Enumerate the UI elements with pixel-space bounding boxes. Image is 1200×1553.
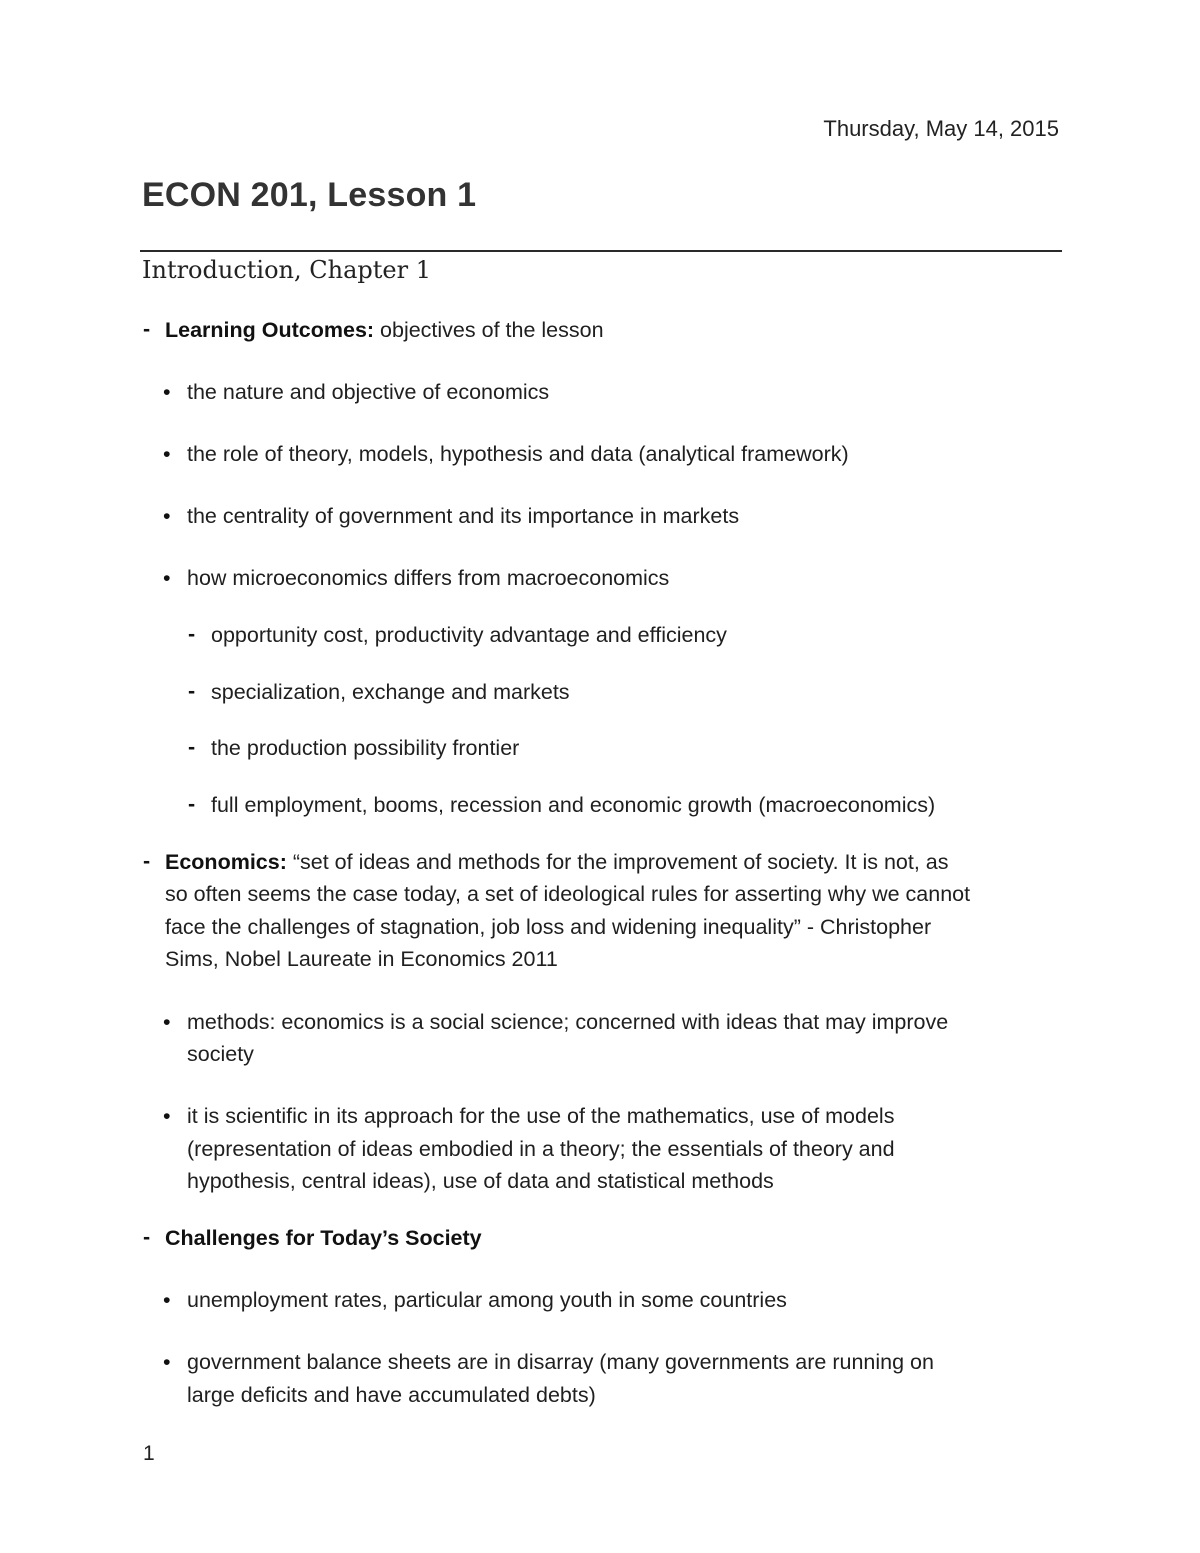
list-item: the nature and objective of economics: [187, 380, 550, 404]
document-title: ECON 201, Lesson 1: [142, 176, 477, 214]
bullet-marker: •: [163, 380, 171, 404]
list-item: how microeconomics differs from macroeconomics: [187, 566, 670, 590]
sub-list-item: opportunity cost, productivity advantage and efficiency: [211, 623, 727, 647]
challenges-heading: Challenges for Today’s Society: [165, 1226, 482, 1250]
list-item-line: society: [187, 1042, 254, 1066]
dash-marker: -: [188, 622, 196, 646]
bullet-marker: •: [163, 1288, 171, 1312]
list-item-line: large deficits and have accumulated debts): [187, 1383, 596, 1407]
dash-marker: -: [188, 735, 196, 759]
list-item: unemployment rates, particular among youth in some countries: [187, 1288, 787, 1312]
page-number: 1: [143, 1442, 155, 1465]
list-item-line: hypothesis, central ideas), use of data and statistical methods: [187, 1169, 774, 1193]
economics-quote-line: face the challenges of stagnation, job loss and widening inequality” - Christopher: [165, 915, 932, 939]
economics-quote-line: so often seems the case today, a set of ideological rules for asserting why we cannot: [165, 882, 971, 906]
bullet-marker: •: [163, 504, 171, 528]
bullet-marker: •: [163, 1104, 171, 1128]
list-item-line: methods: economics is a social science; concerned with ideas that may improve: [187, 1010, 949, 1034]
title-divider: [140, 250, 1062, 252]
bullet-marker: •: [163, 1350, 171, 1374]
bullet-marker: •: [163, 442, 171, 466]
dash-marker: -: [143, 317, 151, 341]
document-date: Thursday, May 14, 2015: [823, 116, 1059, 141]
list-item: the centrality of government and its importance in markets: [187, 504, 740, 528]
learning-outcomes-heading: Learning Outcomes:: [165, 318, 375, 342]
sub-list-item: specialization, exchange and markets: [211, 680, 570, 704]
dash-marker: -: [143, 1225, 151, 1249]
dash-marker: -: [188, 792, 196, 816]
economics-quote-text: “set of ideas and methods for the improvement of society. It is not, as: [286, 850, 949, 874]
bullet-marker: •: [163, 1010, 171, 1034]
bullet-marker: •: [163, 566, 171, 590]
list-item: the role of theory, models, hypothesis and data (analytical framework): [187, 442, 849, 466]
list-item-line: government balance sheets are in disarray (many governments are running on: [187, 1350, 934, 1374]
dash-marker: -: [143, 849, 151, 873]
list-item-line: it is scientific in its approach for the use of the mathematics, use of models: [187, 1104, 895, 1128]
learning-outcomes-item: [165, 314, 604, 346]
economics-quote-line: [165, 846, 949, 878]
dash-marker: -: [188, 679, 196, 703]
sub-list-item: full employment, booms, recession and economic growth (macroeconomics): [211, 793, 936, 817]
economics-quote-line: Sims, Nobel Laureate in Economics 2011: [165, 947, 558, 971]
sub-list-item: the production possibility frontier: [211, 736, 520, 760]
learning-outcomes-text: objectives of the lesson: [374, 318, 604, 342]
list-item-line: (representation of ideas embodied in a theory; the essentials of theory and: [187, 1137, 895, 1161]
economics-heading: Economics:: [165, 850, 287, 874]
document-subtitle: Introduction, Chapter 1: [142, 256, 431, 284]
